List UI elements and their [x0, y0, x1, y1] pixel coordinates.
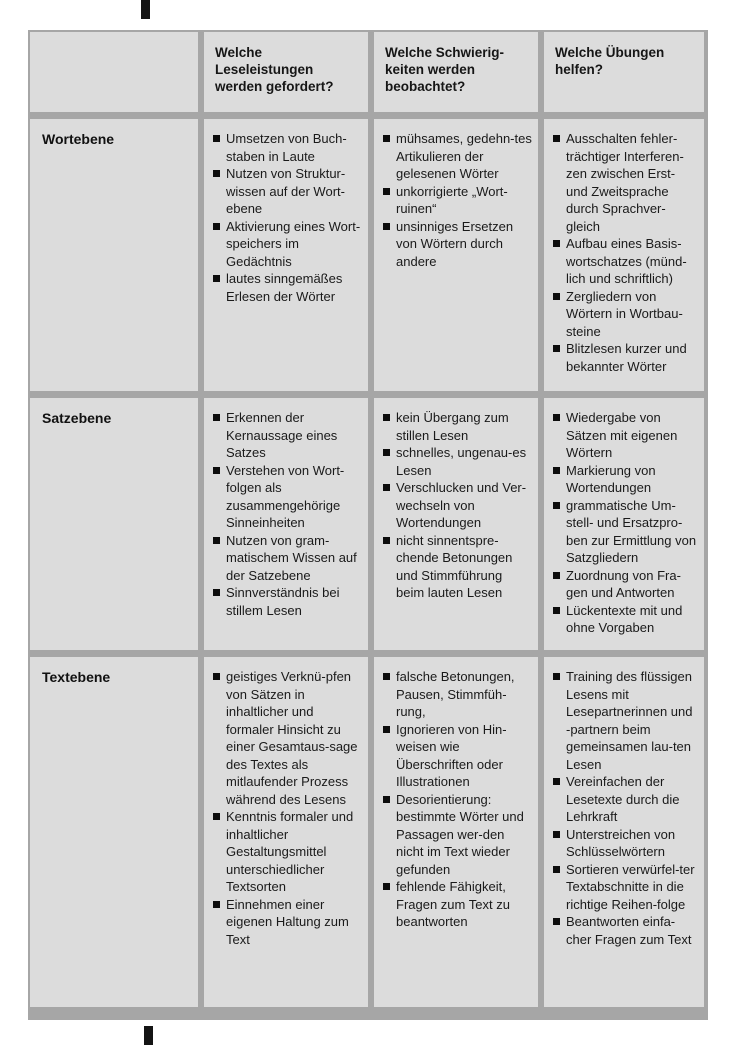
- bullet-text: Aufbau eines Basis-wortschatzes (münd-lich und schriftlich): [566, 236, 687, 286]
- bullet-square-icon: [383, 673, 390, 680]
- bullet-square-icon: [553, 345, 560, 352]
- bullet-text: falsche Betonungen, Pausen, Stimmfüh-rung,: [396, 669, 515, 719]
- bullet-item: [553, 130, 698, 235]
- bullet-item: [383, 721, 532, 791]
- bullet-item: [213, 532, 362, 585]
- bullet-text: lautes sinngemäßes Erlesen der Wörter: [226, 271, 343, 304]
- bullet-square-icon: [383, 726, 390, 733]
- bullet-item: [213, 165, 362, 218]
- bullet-text: fehlende Fähigkeit, Fragen zum Text zu beantworten: [396, 879, 510, 929]
- bullet-item: [553, 462, 698, 497]
- bullet-square-icon: [213, 901, 220, 908]
- bullet-text: geistiges Verknü-pfen von Sätzen in inhaltlicher und formaler Hinsicht zu einer Gesamtaus-sage des Textes als mitlaufender Prozess während des Lesens: [226, 669, 358, 807]
- row-label-text: Wortebene: [42, 131, 115, 147]
- bullet-item: [213, 584, 362, 619]
- bullet-text: Lückentexte mit und ohne Vorgaben: [566, 602, 683, 635]
- bullet-text: Zuordnung von Fra-gen und Antworten: [566, 567, 681, 600]
- bullet-item: [213, 130, 362, 165]
- header-schwierigkeiten: [374, 32, 538, 112]
- bullet-square-icon: [553, 293, 560, 300]
- bullet-square-icon: [213, 673, 220, 680]
- bullet-text: Vereinfachen der Lesetexte durch die Lehrkraft: [566, 774, 680, 824]
- bullet-item: [553, 861, 698, 914]
- row-label-textebene: [30, 657, 198, 1007]
- cell-wortebene-uebungen: [544, 119, 704, 391]
- bullet-item: [383, 668, 532, 721]
- bullet-square-icon: [213, 813, 220, 820]
- cell-satzebene-schwierigkeiten: [374, 398, 538, 650]
- bullet-item: [553, 235, 698, 288]
- bullet-square-icon: [383, 135, 390, 142]
- cell-satzebene-uebungen: [544, 398, 704, 650]
- bullet-square-icon: [213, 223, 220, 230]
- bullet-item: [553, 773, 698, 826]
- bullet-text: schnelles, ungenau-es Lesen: [396, 445, 527, 478]
- row-label-text: Satzebene: [42, 410, 112, 426]
- bullet-item: [213, 218, 362, 271]
- bullet-square-icon: [213, 135, 220, 142]
- bullet-square-icon: [213, 170, 220, 177]
- bullet-item: [553, 602, 698, 637]
- registration-mark-bottom: [144, 1026, 153, 1045]
- cell-satzebene-leseleistungen: [204, 398, 368, 650]
- cell-textebene-uebungen: [544, 657, 704, 1007]
- bullet-text: Nutzen von gram-matischem Wissen auf der Satzebene: [226, 532, 357, 583]
- row-label-wortebene: [30, 119, 198, 391]
- bullet-text: Einnehmen einer eigenen Haltung zum Text: [226, 896, 349, 947]
- bullet-item: [553, 340, 698, 375]
- header-uebungen: [544, 32, 704, 112]
- cell-textebene-schwierigkeiten: [374, 657, 538, 1007]
- bullet-text: Training des flüssigen Lesens mit Lesepartnerinnen und -partnern beim gemeinsamen lau-ten Lesen: [566, 669, 693, 772]
- bullet-text: Beantworten einfa-cher Fragen zum Text: [566, 914, 692, 947]
- bullet-text: Erkennen der Kernaussage eines Satzes: [226, 410, 338, 460]
- bullet-text: Unterstreichen von Schlüsselwörtern: [566, 826, 676, 859]
- header-leseleistungen: [204, 32, 368, 112]
- bullet-square-icon: [213, 467, 220, 474]
- bullet-item: [383, 444, 532, 479]
- bullet-square-icon: [383, 449, 390, 456]
- bullet-text: Markierung von Wortendungen: [566, 462, 656, 495]
- bullet-text: Verschlucken und Ver-wechseln von Wortendungen: [396, 480, 527, 530]
- bullet-square-icon: [383, 484, 390, 491]
- bullet-text: Sinnverständnis bei stillem Lesen: [226, 585, 340, 618]
- bullet-item: [383, 532, 532, 602]
- bullet-item: [553, 668, 698, 773]
- bullet-square-icon: [553, 467, 560, 474]
- row-label-satzebene: [30, 398, 198, 650]
- bullet-text: Sortieren verwürfel-ter Textabschnitte in die richtige Reihen-folge: [566, 861, 695, 912]
- bullet-square-icon: [383, 414, 390, 421]
- bullet-square-icon: [213, 589, 220, 596]
- bullet-text: grammatische Um-stell- und Ersatzpro-ben zur Ermittlung von Satzgliedern: [566, 497, 697, 565]
- bullet-item: [213, 808, 362, 896]
- bullet-square-icon: [553, 918, 560, 925]
- cell-textebene-leseleistungen: [204, 657, 368, 1007]
- bullet-square-icon: [553, 866, 560, 873]
- header-leseleistungen-text: Welche Leseleistungen werden gefordert?: [215, 45, 334, 94]
- bullet-square-icon: [213, 275, 220, 282]
- header-uebungen-text: Welche Übungen helfen?: [555, 45, 665, 77]
- bullet-square-icon: [553, 135, 560, 142]
- bullet-text: Umsetzen von Buch-staben in Laute: [226, 131, 347, 164]
- bullet-square-icon: [553, 240, 560, 247]
- bullet-item: [383, 791, 532, 879]
- cell-wortebene-leseleistungen: [204, 119, 368, 391]
- bullet-item: [553, 409, 698, 462]
- bullet-text: Desorientierung: bestimmte Wörter und Passagen wer-den nicht im Text wieder gefunden: [396, 791, 524, 877]
- bullet-text: Wiedergabe von Sätzen mit eigenen Wörtern: [566, 410, 678, 460]
- bullet-square-icon: [213, 414, 220, 421]
- bullet-square-icon: [553, 831, 560, 838]
- bullet-item: [383, 130, 532, 183]
- bullet-text: Kenntnis formaler und inhaltlicher Gestaltungsmittel unterschiedlicher Textsorten: [226, 809, 354, 894]
- bullet-text: Aktivierung eines Wort-speichers im Gedächtnis: [226, 218, 361, 269]
- bullet-text: Blitzlesen kurzer und bekannter Wörter: [566, 341, 687, 374]
- bullet-text: nicht sinnentspre-chende Betonungen und Stimmführung beim lauten Lesen: [396, 532, 513, 600]
- bullet-square-icon: [553, 502, 560, 509]
- bullet-item: [553, 497, 698, 567]
- bullet-text: Zergliedern von Wörtern in Wortbau-steine: [566, 288, 683, 339]
- bullet-text: Ausschalten fehler-trächtiger Interferen-zen zwischen Erst- und Zweitsprache durch Sprachver-gleich: [566, 131, 684, 234]
- bullet-item: [383, 878, 532, 931]
- bullet-text: unkorrigierte „Wort-ruinen“: [396, 183, 508, 216]
- bullet-item: [383, 479, 532, 532]
- bullet-square-icon: [553, 673, 560, 680]
- row-label-text: Textebene: [42, 669, 111, 685]
- bullet-text: Verstehen von Wort-folgen als zusammengehörige Sinneinheiten: [226, 462, 345, 530]
- bullet-square-icon: [213, 537, 220, 544]
- bullet-square-icon: [383, 537, 390, 544]
- bullet-square-icon: [383, 223, 390, 230]
- bullet-square-icon: [553, 607, 560, 614]
- bullet-text: mühsames, gedehn-tes Artikulieren der gelesenen Wörter: [396, 131, 532, 181]
- bullet-item: [383, 183, 532, 218]
- bullet-item: [553, 913, 698, 948]
- bullet-item: [553, 826, 698, 861]
- bullet-square-icon: [553, 414, 560, 421]
- bullet-text: kein Übergang zum stillen Lesen: [396, 410, 509, 443]
- bullet-item: [553, 288, 698, 341]
- bullet-square-icon: [553, 572, 560, 579]
- bullet-text: Nutzen von Struktur-wissen auf der Wort-ebene: [226, 166, 346, 216]
- bullet-text: unsinniges Ersetzen von Wörtern durch andere: [396, 218, 514, 269]
- bullet-item: [213, 896, 362, 949]
- bullet-item: [213, 668, 362, 808]
- bullet-item: [213, 462, 362, 532]
- cell-wortebene-schwierigkeiten: [374, 119, 538, 391]
- header-schwierigkeiten-text: Welche Schwierig-keiten werden beobachtet?: [385, 45, 505, 94]
- bullet-item: [553, 567, 698, 602]
- reading-levels-table: [28, 30, 708, 1020]
- bullet-text: Ignorieren von Hin-weisen wie Überschriften oder Illustrationen: [396, 721, 507, 789]
- bullet-square-icon: [383, 188, 390, 195]
- bullet-square-icon: [383, 796, 390, 803]
- bullet-square-icon: [383, 883, 390, 890]
- registration-mark-top: [141, 0, 150, 19]
- bullet-item: [213, 270, 362, 305]
- bullet-square-icon: [553, 778, 560, 785]
- bullet-item: [383, 409, 532, 444]
- bullet-item: [213, 409, 362, 462]
- bullet-item: [383, 218, 532, 271]
- corner-cell: [30, 32, 198, 112]
